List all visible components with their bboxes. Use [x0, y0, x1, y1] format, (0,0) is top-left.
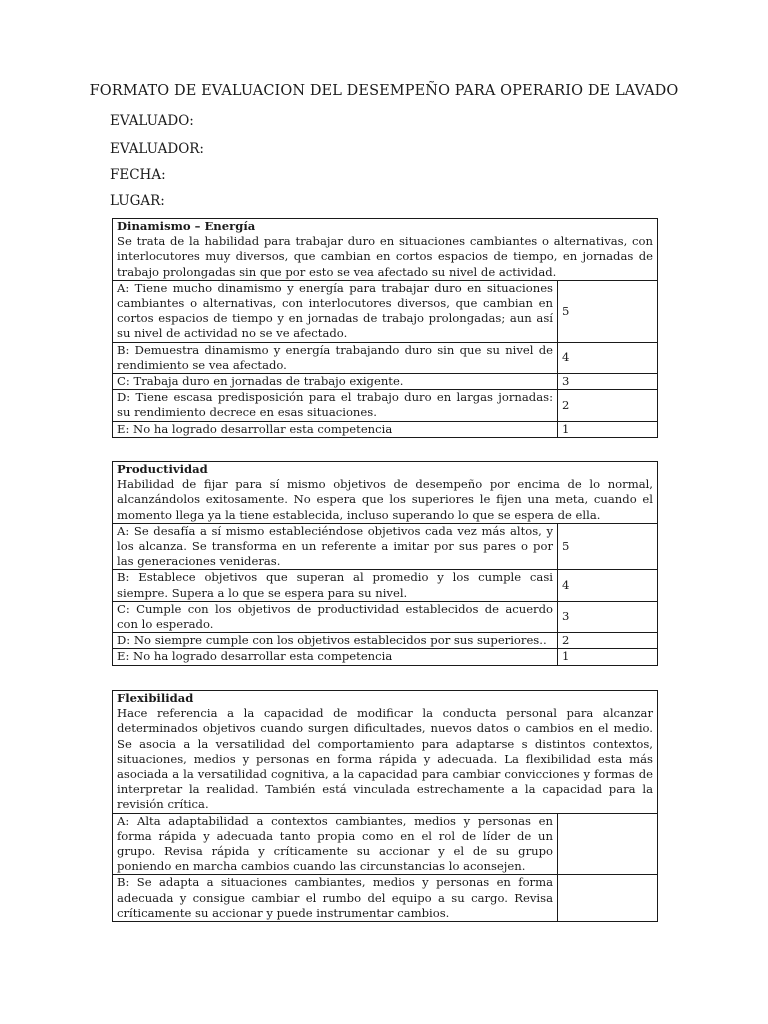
level-score [558, 875, 658, 922]
evaluador-label: EVALUADOR: [110, 141, 204, 157]
level-description: E: No ha logrado desarrollar esta competencia [113, 649, 558, 665]
level-score: 4 [558, 342, 658, 373]
competency-name: Flexibilidad [117, 691, 194, 705]
level-description: C: Cumple con los objetivos de productividad establecidos de acuerdo con lo esperado. [113, 601, 558, 632]
level-score: 3 [558, 374, 658, 390]
page-title: FORMATO DE EVALUACION DEL DESEMPEÑO PARA OPERARIO DE LAVADO [89, 83, 679, 99]
level-row [113, 374, 658, 390]
level-row [113, 421, 658, 437]
level-description: B: Demuestra dinamismo y energía trabajando duro sin que su nivel de rendimiento se vea afectado. [113, 342, 558, 373]
level-row [113, 875, 658, 922]
level-description: A: Tiene mucho dinamismo y energía para trabajar duro en situaciones cambiantes o alternativas, con interlocutores diversos, que cambian en cortos espacios de tiempo y en jornadas de trabajo prolongadas; aun así su nivel de actividad no se ve afectado. [113, 280, 558, 342]
competency-table-dinamismo [112, 218, 658, 438]
level-row [113, 390, 658, 421]
level-description: D: Tiene escasa predisposición para el trabajo duro en largas jornadas: su rendimiento decrece en esas situaciones. [113, 390, 558, 421]
level-score: 1 [558, 649, 658, 665]
level-score: 2 [558, 390, 658, 421]
competency-header-row [113, 691, 658, 814]
level-row [113, 523, 658, 570]
level-description: B: Se adapta a situaciones cambiantes, medios y personas en forma adecuada y consigue cambiar el rumbo del equipo a su cargo. Revisa críticamente su accionar y puede instrumentar cambios. [113, 875, 558, 922]
competency-header-row [113, 462, 658, 524]
competency-description: Hace referencia a la capacidad de modificar la conducta personal para alcanzar determinados objetivos cuando surgen dificultades, nuevos datos o cambios en el medio. Se asocia a la versatilidad del comportamiento para adaptarse s distintos contextos, situaciones, medios y personas en forma rápida y adecuada. La flexibilidad esta más asociada a la versatilidad cognitiva, a la capacidad para cambiar convicciones y formas de interpretar la realidad. También está vinculada estrechamente a la capacidad para la revisión crítica. [117, 706, 653, 812]
competency-description: Habilidad de fijar para sí mismo objetivos de desempeño por encima de lo normal, alcanzándolos exitosamente. No espera que los superiores le fijen una meta, cuando el momento llega ya la tiene establecida, incluso superando lo que se espera de ella. [117, 477, 653, 522]
level-row [113, 570, 658, 601]
level-score: 5 [558, 523, 658, 570]
level-score: 5 [558, 280, 658, 342]
level-score: 4 [558, 570, 658, 601]
level-row [113, 601, 658, 632]
level-row [113, 280, 658, 342]
level-description: D: No siempre cumple con los objetivos establecidos por sus superiores.. [113, 633, 558, 649]
level-description: A: Alta adaptabilidad a contextos cambiantes, medios y personas en forma rápida y adecuada tanto propia como en el rol de líder de un grupo. Revisa rápida y críticamente su accionar y el de su grupo poniendo en marcha cambios cuando las circunstancias lo aconsejen. [113, 813, 558, 875]
competency-description: Se trata de la habilidad para trabajar duro en situaciones cambiantes o alternativas, con interlocutores muy diversos, que cambian en cortos espacios de tiempo, en jornadas de trabajo prolongadas sin que por esto se vea afectado su nivel de actividad. [117, 234, 653, 279]
competency-header [113, 219, 658, 281]
level-description: B: Establece objetivos que superan al promedio y los cumple casi siempre. Supera a lo que se espera para su nivel. [113, 570, 558, 601]
level-score: 3 [558, 601, 658, 632]
competency-header [113, 691, 658, 814]
competency-name: Productividad [117, 462, 208, 476]
level-description: A: Se desafía a sí mismo estableciéndose objetivos cada vez más altos, y los alcanza. Se transforma en un referente a imitar por sus pares o por las generaciones venideras. [113, 523, 558, 570]
level-row [113, 633, 658, 649]
level-description: E: No ha logrado desarrollar esta competencia [113, 421, 558, 437]
competency-name: Dinamismo – Energía [117, 219, 256, 233]
level-score [558, 813, 658, 875]
level-score: 1 [558, 421, 658, 437]
level-row [113, 342, 658, 373]
lugar-label: LUGAR: [110, 193, 165, 209]
level-row [113, 649, 658, 665]
level-score: 2 [558, 633, 658, 649]
competency-header-row [113, 219, 658, 281]
competency-table-flexibilidad [112, 690, 658, 922]
competency-table-productividad [112, 461, 658, 666]
evaluado-label: EVALUADO: [110, 113, 194, 129]
level-row [113, 813, 658, 875]
fecha-label: FECHA: [110, 167, 166, 183]
level-description: C: Trabaja duro en jornadas de trabajo exigente. [113, 374, 558, 390]
competency-header [113, 462, 658, 524]
